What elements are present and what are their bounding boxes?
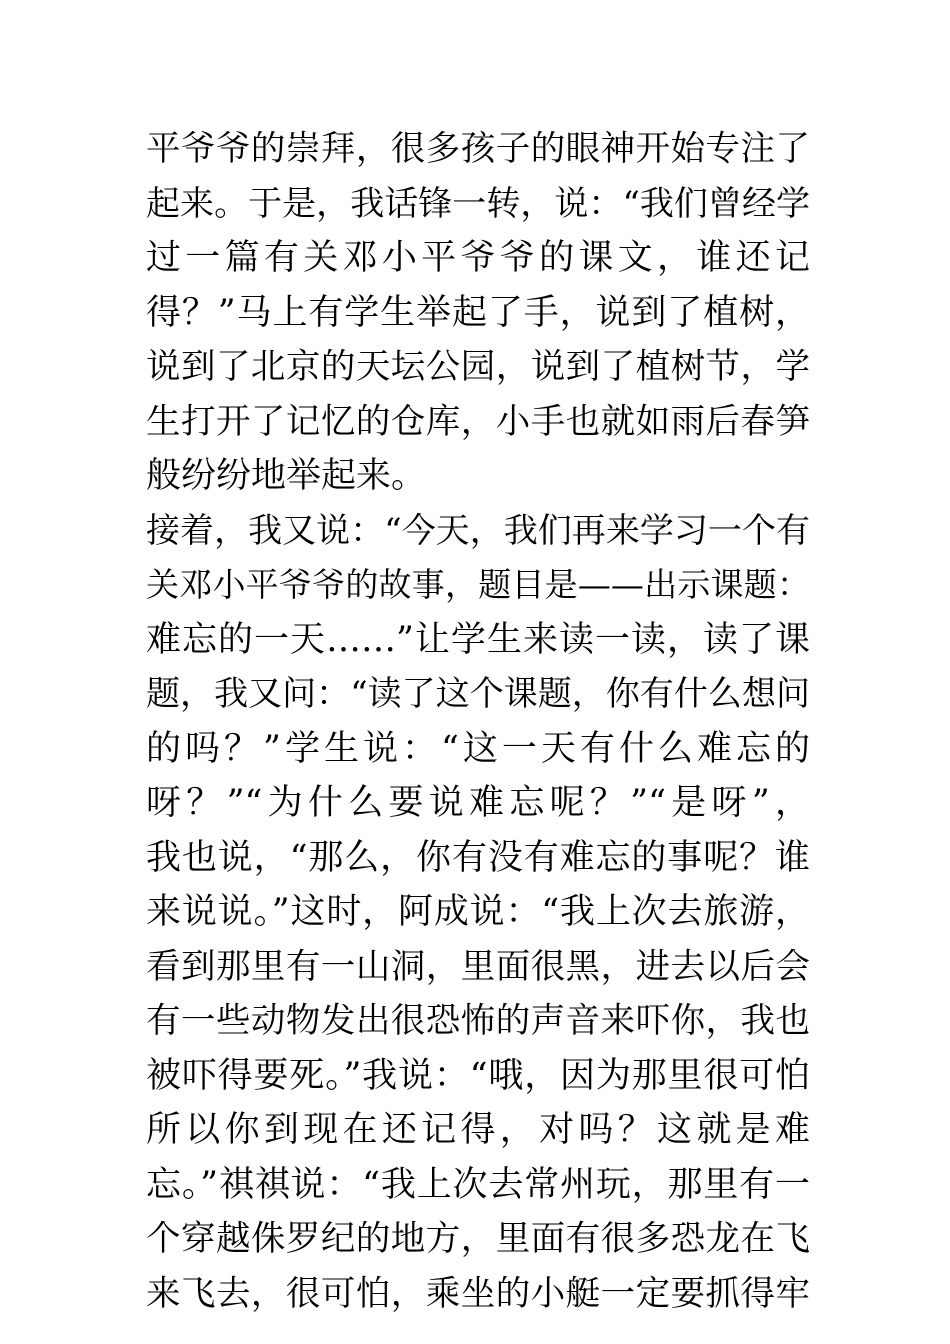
- text-line: 来说说。”这时，阿成说：“我上次去旅游，: [146, 892, 810, 932]
- body-text: [146, 122, 810, 1321]
- text-line: 过一篇有关邓小平爷爷的课文，谁还记: [146, 238, 810, 278]
- text-line: 来飞去，很可怕，乘坐的小艇一定要抓得牢: [146, 1273, 810, 1314]
- text-line: 有一些动物发出很恐怖的声音来吓你，我也: [146, 1001, 810, 1041]
- text-line: 关邓小平爷爷的故事，题目是——出示课题：: [146, 565, 810, 604]
- text-line: 得？”马上有学生举起了手，说到了植树，: [146, 292, 810, 333]
- text-line: 看到那里有一山洞，里面很黑，进去以后会: [146, 946, 810, 987]
- text-line: 接着，我又说：“今天，我们再来学习一个有: [146, 510, 810, 551]
- text-line: 难忘的一天……”让学生来读一读，读了课: [146, 619, 810, 660]
- text-line: 呀？”“为什么要说难忘呢？”“是呀”，: [146, 783, 810, 823]
- text-line: 平爷爷的崇拜，很多孩子的眼神开始专注了: [146, 129, 810, 169]
- text-line: 忘。”祺祺说：“我上次去常州玩，那里有一: [146, 1164, 810, 1205]
- text-line: 所以你到现在还记得，对吗？这就是难: [146, 1110, 810, 1150]
- text-line: 生打开了记忆的仓库，小手也就如雨后春笋: [146, 401, 810, 442]
- text-line: 被吓得要死。”我说：“哦，因为那里很可怕: [146, 1055, 810, 1096]
- text-line: 我也说，“那么，你有没有难忘的事呢？谁: [146, 837, 810, 878]
- text-line: 个穿越侏罗纪的地方，里面有很多恐龙在飞: [146, 1219, 810, 1259]
- text-line: 说到了北京的天坛公园，说到了植树节，学: [146, 347, 810, 387]
- text-line: 的吗？”学生说：“这一天有什么难忘的: [146, 728, 810, 769]
- text-line: 起来。于是，我话锋一转，说：“我们曾经学: [146, 183, 810, 224]
- paragraph-end-line: 般纷纷地举起来。: [146, 456, 427, 496]
- text-line: 题，我又问：“读了这个课题，你有什么想问: [146, 674, 810, 714]
